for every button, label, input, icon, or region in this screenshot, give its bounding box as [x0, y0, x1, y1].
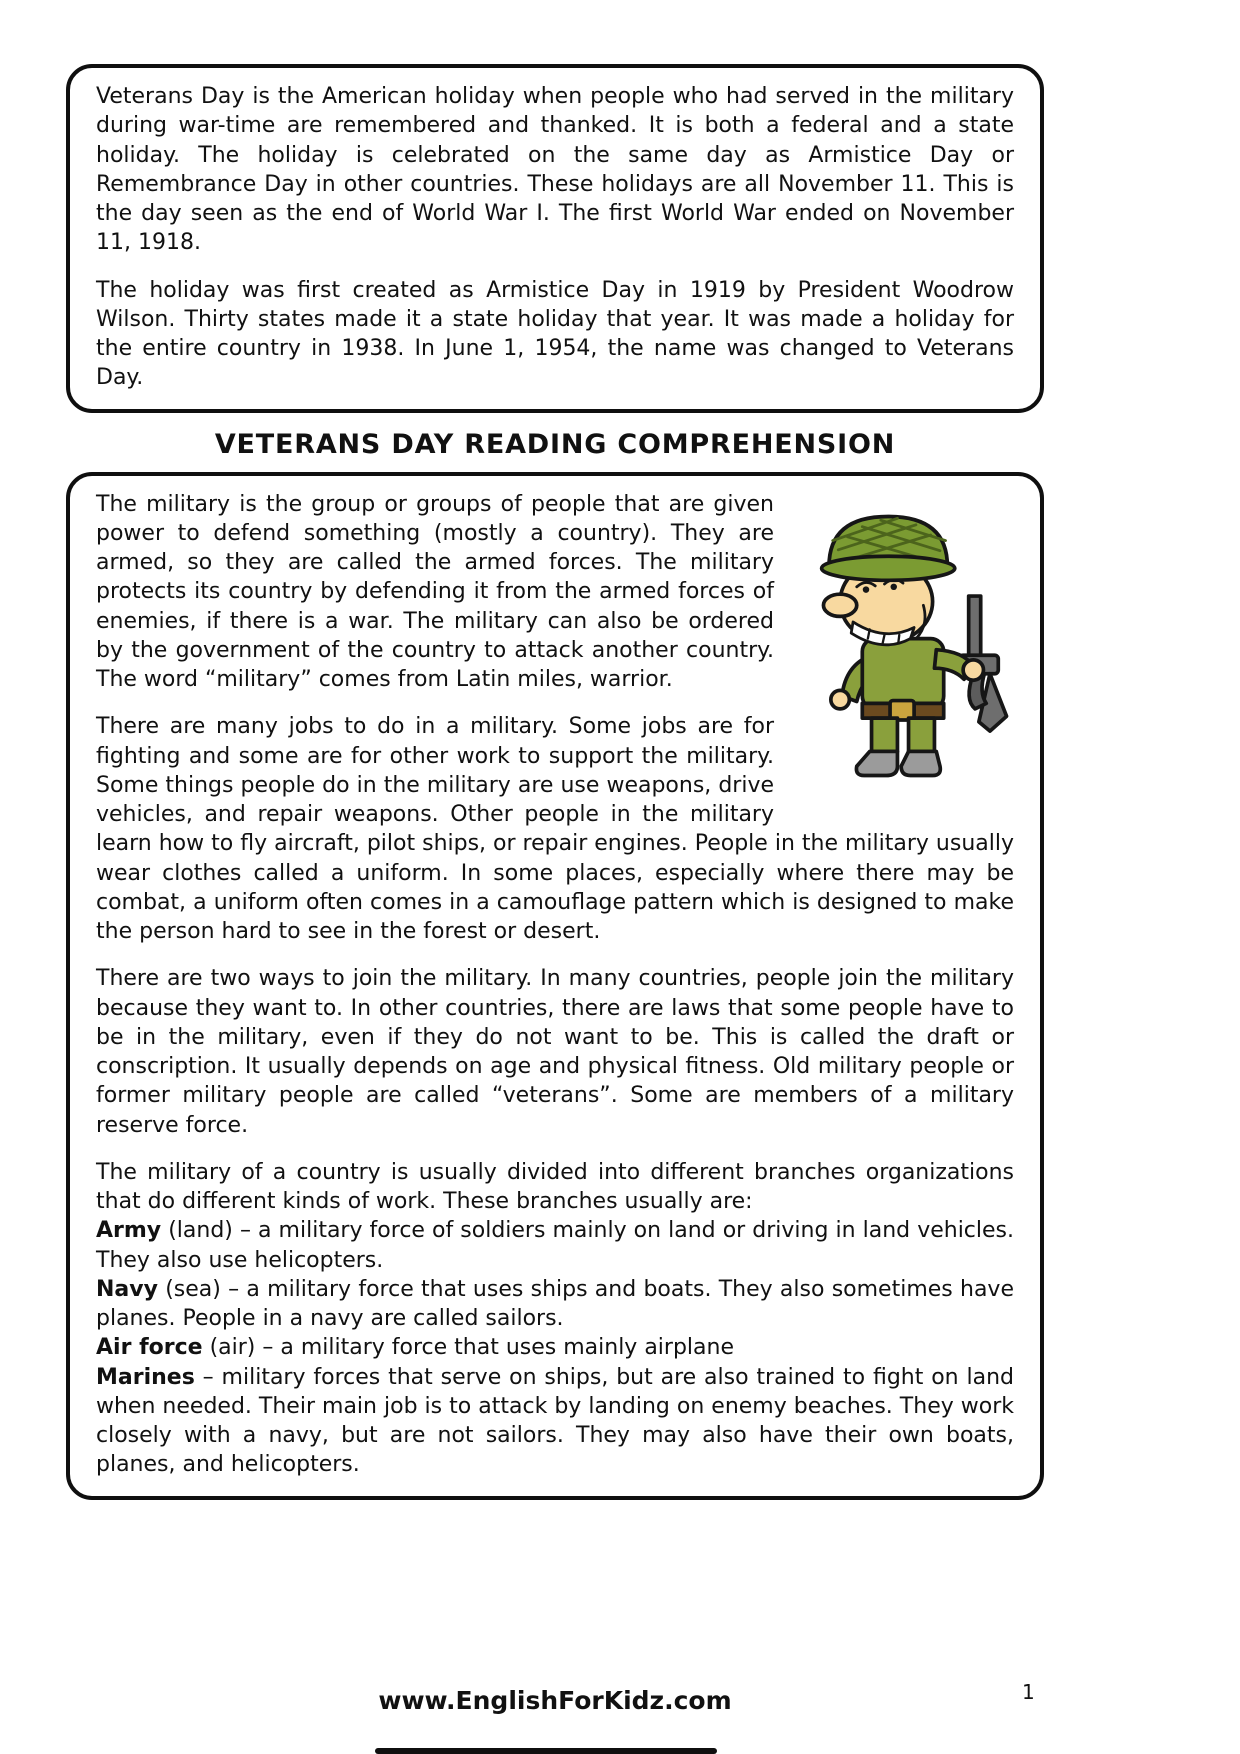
military-paragraph-3: There are two ways to join the military. In many countries, people join the military because they want to. In other countries, there are laws that some people have to be in the military, even if they do not want to be. This is called the draft or conscription. It usually depends on age and physical fitness. Old military people or former military people are called “veterans”. Some are members of a military reserve force. [96, 966, 1014, 1138]
branch-text-air-force: (air) – a military force that uses mainly airplane [202, 1335, 734, 1361]
content-area [66, 64, 1044, 1500]
branch-item-navy [96, 1275, 1014, 1334]
military-paragraph-2: There are many jobs to do in a military. Some jobs are for fighting and some are for other work to support the military. Some things people do in the military are use weapons, drive vehicles, and repair weapons. Other people in the military learn how to fly aircraft, pilot ships, or repair engines. People in the military usually wear clothes called a uniform. In some places, especially where there may be combat, a uniform often comes in a camouflage pattern which is designed to make the person hard to see in the forest or desert. [96, 714, 1014, 944]
branch-item-air-force [96, 1333, 1014, 1362]
helmet-icon [822, 516, 955, 580]
page-bottom-edge-mark [375, 1748, 717, 1754]
branch-name-marines: Marines [96, 1364, 195, 1390]
reading-text-box [66, 472, 1044, 1500]
branch-item-army [96, 1216, 1014, 1275]
soldier-illustration [792, 490, 1014, 802]
soldier-icon [792, 490, 1014, 802]
branch-name-navy: Navy [96, 1276, 158, 1302]
branch-text-marines: – military forces that serve on ships, but are also trained to fight on land when needed. Their main job is to attack by landing on enemy beaches. They work closely with a navy, but are not sailors. They may also have their own boats, planes, and helicopters. [96, 1364, 1014, 1478]
branch-name-air-force: Air force [96, 1335, 203, 1361]
branch-text-army: (land) – a military force of soldiers mainly on land or driving in land vehicles. They also use helicopters. [96, 1218, 1014, 1273]
intro-text-box [66, 64, 1044, 413]
soldier-torso [862, 638, 943, 708]
page-number: 1 [1022, 1680, 1035, 1704]
page-title: VETERANS DAY READING COMPREHENSION [214, 428, 896, 460]
footer-url: www.EnglishForKidz.com [378, 1686, 732, 1715]
branch-item-marines [96, 1363, 1014, 1480]
intro-paragraph-1: Veterans Day is the American holiday when people who had served in the military during war-time are remembered and thanked. It is both a federal and a state holiday. The holiday is celebrated on the same day as Armistice Day or Remembrance Day in other countries. These holidays are all November 11. This is the day seen as the end of World War I. The first World War ended on November 11, 1918. [96, 84, 1014, 256]
branch-text-navy: (sea) – a military force that uses ships and boats. They also sometimes have planes. People in a navy are called sailors. [96, 1276, 1014, 1331]
military-paragraph-4: The military of a country is usually divided into different branches organizations that do different kinds of work. These branches usually are: [96, 1159, 1014, 1214]
military-paragraph-1: The military is the group or groups of people that are given power to defend something (mostly a country). They are armed, so they are called the armed forces. The military protects its country by defending it from the armed forces of enemies, if there is a war. The military can also be ordered by the government of the country to attack another country. The word “military” comes from Latin miles, warrior. [96, 491, 774, 692]
branch-name-army: Army [96, 1218, 162, 1244]
intro-paragraph-2: The holiday was first created as Armistice Day in 1919 by President Woodrow Wilson. Thirty states made it a state holiday that year. It was made a holiday for the entire country in 1938. In June 1, 1954, the name was changed to Veterans Day. [96, 277, 1014, 391]
